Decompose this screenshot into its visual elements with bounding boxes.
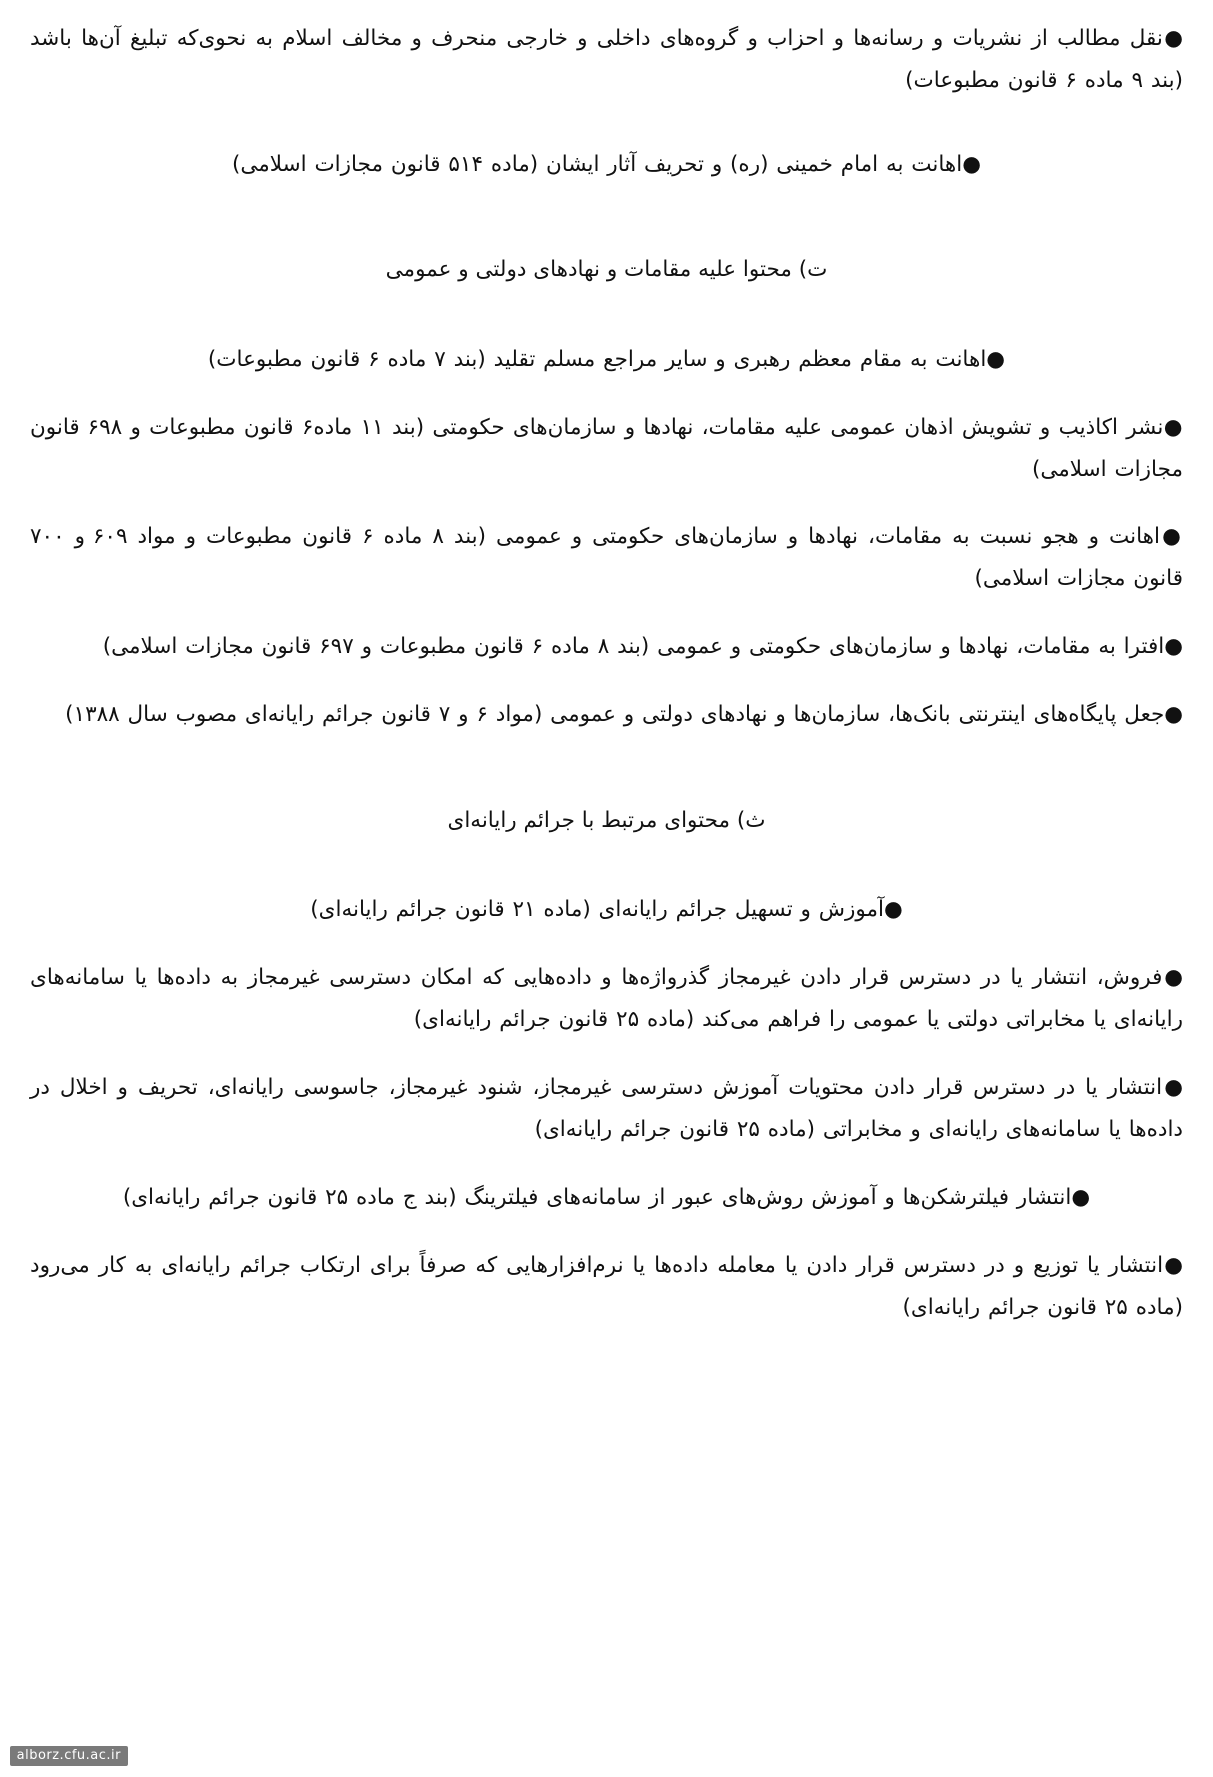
section-heading: ت) محتوا علیه مقامات و نهادهای دولتی و عمومی [385, 257, 828, 283]
list-item: ●فروش، انتشار یا در دسترس قرار دادن غیرمجاز گذرواژه‌ها و داده‌هایی که امکان دسترسی غیرمجاز به داده‌ها یا سامانه‌های رایانه‌ای یا مخابراتی دولتی یا عمومی را فراهم می‌کند (ماده ۲۵ قانون جرائم رایانه‌ای) [30, 964, 1183, 1032]
spacer [30, 668, 1183, 694]
spacer [30, 102, 1183, 144]
spacer [30, 381, 1183, 407]
spacer [30, 736, 1183, 778]
list-item: ●اهانت به مقام معظم رهبری و سایر مراجع مسلم تقلید (بند ۷ ماده ۶ قانون مطبوعات) [207, 346, 1006, 372]
list-item: ●انتشار یا در دسترس قرار دادن محتویات آموزش دسترسی غیرمجاز، شنود غیرمجاز، جاسوسی رایانه‌ای، تحریف و اخلال در داده‌ها یا سامانه‌های رایانه‌ای و مخابراتی (ماده ۲۵ قانون جرائم رایانه‌ای) [30, 1074, 1183, 1142]
spacer [30, 1219, 1183, 1245]
list-item: ●اهانت به امام خمینی (ره) و تحریف آثار ایشان (ماده ۵۱۴ قانون مجازات اسلامی) [231, 151, 982, 177]
spacer [30, 1151, 1183, 1177]
watermark [8, 1743, 128, 1769]
spacer [30, 490, 1183, 516]
spacer [30, 863, 1183, 889]
spacer [30, 313, 1183, 339]
list-item: ●انتشار فیلترشکن‌ها و آموزش روش‌های عبور از سامانه‌های فیلترینگ (بند ج ماده ۲۵ قانون جرائم رایانه‌ای) [122, 1184, 1091, 1210]
list-item: ●انتشار یا توزیع و در دسترس قرار دادن یا معامله داده‌ها یا نرم‌افزارهایی که صرفاً برای ارتکاب جرائم رایانه‌ای به کار می‌رود (ماده ۲۵ قانون جرائم رایانه‌ای) [30, 1252, 1183, 1320]
list-item: ●اهانت و هجو نسبت به مقامات، نهادها و سازمان‌های حکومتی و عمومی (بند ۸ ماده ۶ قانون مطبوعات و مواد ۶۰۹ و ۷۰۰ قانون مجازات اسلامی) [30, 524, 1183, 592]
list-item: ●نقل مطالب از نشریات و رسانه‌ها و احزاب و گروه‌های داخلی و خارجی منحرف و مخالف اسلام به نحوی‌که تبلیغ آن‌ها باشد (بند ۹ ماده ۶ قانون مطبوعات) [30, 26, 1183, 93]
spacer [30, 1041, 1183, 1067]
spacer [30, 186, 1183, 228]
watermark-label: alborz.cfu.ac.ir [10, 1746, 128, 1766]
spacer [30, 600, 1183, 626]
list-item: ●افترا به مقامات، نهادها و سازمان‌های حکومتی و عمومی (بند ۸ ماده ۶ قانون مطبوعات و ۶۹۷ قانون مجازات اسلامی) [102, 634, 1183, 660]
spacer [30, 931, 1183, 957]
list-item: ●آموزش و تسهیل جرائم رایانه‌ای (ماده ۲۱ قانون جرائم رایانه‌ای) [310, 897, 903, 923]
list-item: ●جعل پایگاه‌های اینترنتی بانک‌ها، سازمان‌ها و نهادهای دولتی و عمومی (مواد ۶ و ۷ قانون جرائم رایانه‌ای مصوب سال ۱۳۸۸) [65, 702, 1183, 728]
section-heading: ث) محتوای مرتبط با جرائم رایانه‌ای [447, 807, 766, 833]
list-item: ●نشر اکاذیب و تشویش اذهان عمومی علیه مقامات، نهادها و سازمان‌های حکومتی (بند ۱۱ ماده۶ قانون مطبوعات و ۶۹۸ قانون مجازات اسلامی) [30, 414, 1183, 482]
